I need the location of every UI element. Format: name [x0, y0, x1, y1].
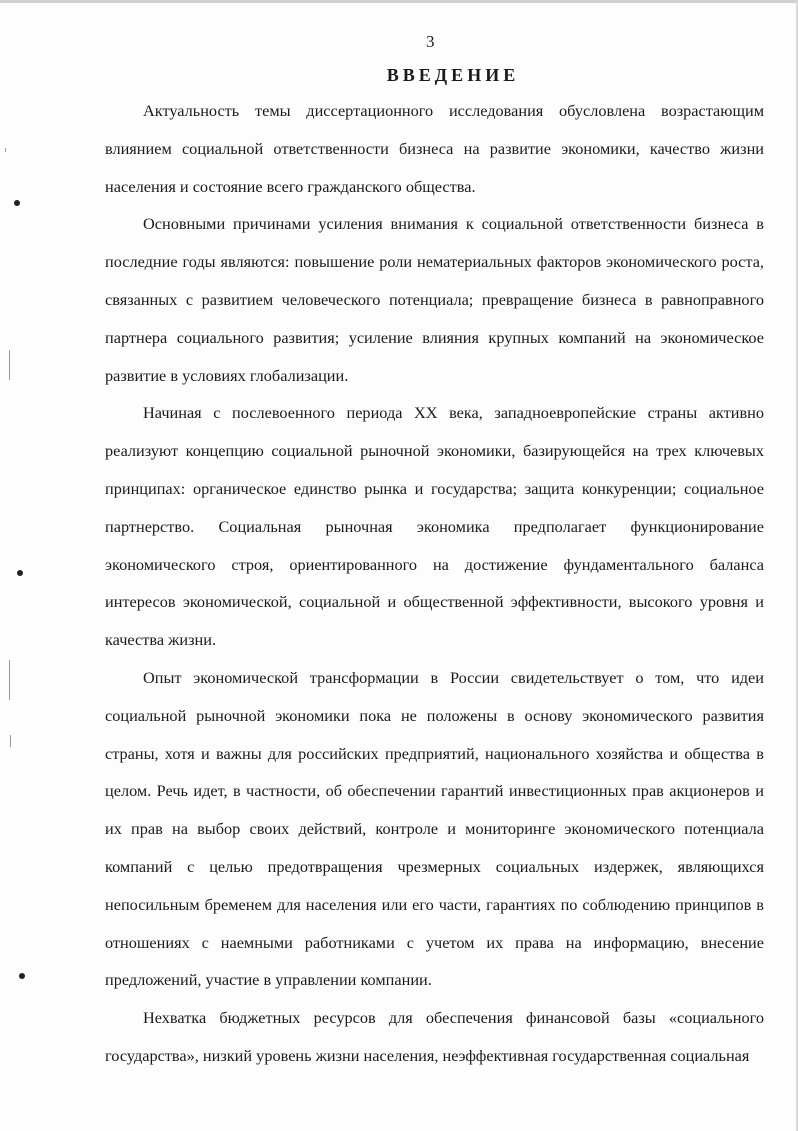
paragraph: Начиная с послевоенного периода XX века, западноевропейские страны активно реализуют концепцию социальной рыночной экономики, базирующейся на трех ключевых принципах: органическое единство рынка и государства; защита конкуренции; социальное партнерство. Социальная рыночная экономика предполагает функционирование экономического строя, ориентированного на достижение фундаментального баланса интересов экономической, социальной и общественной эффективности, высокого уровня и качества жизни. [105, 403, 764, 650]
scan-speck [9, 660, 10, 700]
scan-speck [9, 350, 10, 380]
scan-speck [5, 148, 6, 152]
body-text [105, 92, 764, 1075]
binder-hole-mark [14, 200, 20, 206]
paragraph: Основными причинами усиления внимания к социальной ответственности бизнеса в последние годы являются: повышение роли нематериальных факторов экономического роста, связанных с развитием человеческого потенциала; превращение бизнеса в равноправного партнера социального развития; усиление влияния крупных компаний на экономическое развитие в условиях глобализации. [105, 214, 764, 385]
scan-speck [10, 735, 11, 747]
paragraph: Актуальность темы диссертационного исследования обусловлена возрастающим влиянием социальной ответственности бизнеса на развитие экономики, качество жизни населения и состояние всего гражданского общества. [105, 101, 764, 196]
binder-hole-mark [17, 570, 23, 576]
paragraph: Нехватка бюджетных ресурсов для обеспечения финансовой базы «социального государства», низкий уровень жизни населения, неэффективная государственная социальная [105, 1008, 764, 1065]
scan-top-edge [0, 0, 798, 3]
page-title: ВВЕДЕНИЕ [386, 65, 520, 85]
page-number: 3 [426, 32, 435, 51]
binder-hole-mark [19, 973, 25, 979]
paragraph: Опыт экономической трансформации в России свидетельствует о том, что идеи социальной рыночной экономики пока не положены в основу экономического развития страны, хотя и важны для российских предприятий, национального хозяйства и общества в целом. Речь идет, в частности, об обеспечении гарантий инвестиционных прав акционеров и их прав на выбор своих действий, контроле и мониторинге экономического потенциала компаний с целью предотвращения чрезмерных социальных издержек, являющихся непосильным бременем для населения или его части, гарантиях по соблюдению принципов в отношениях с наемными работниками с учетом их права на информацию, внесение предложений, участие в управлении компании. [105, 667, 764, 990]
